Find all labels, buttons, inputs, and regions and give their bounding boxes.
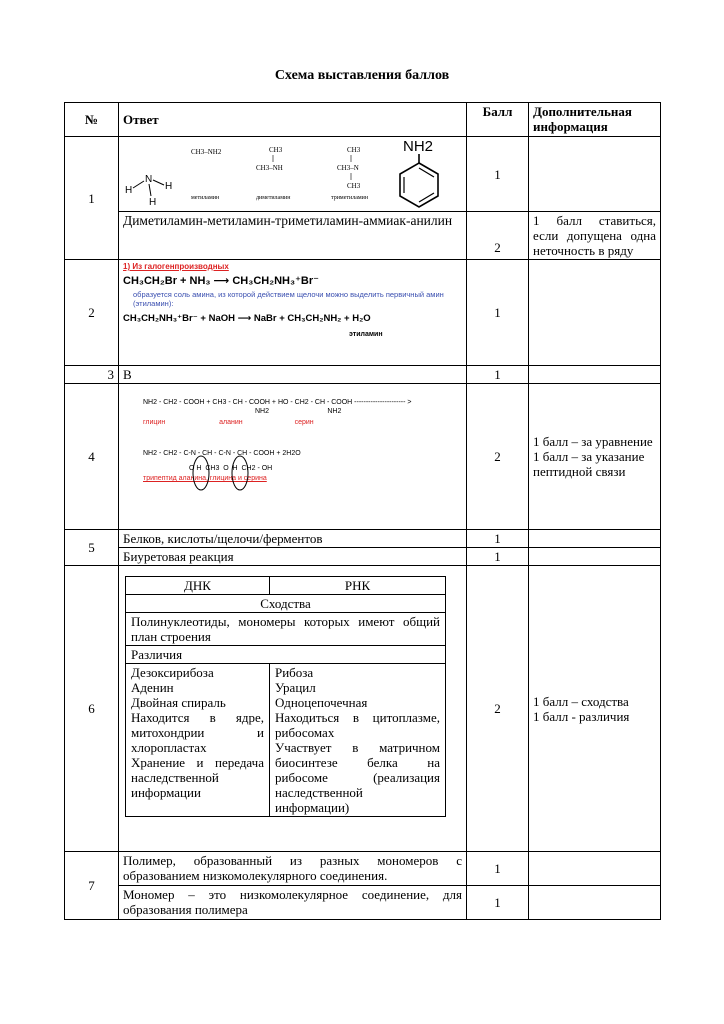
q4-answer [119, 384, 467, 530]
trimethylamine-mid: CH3–N [337, 164, 359, 172]
q7-row-2 [65, 886, 661, 920]
q4-extra-1: 1 балл – за уравнение [533, 434, 653, 449]
difference-label: Различия [126, 646, 446, 664]
q7-number: 7 [65, 852, 119, 920]
table-header-row [65, 103, 661, 137]
dimethylamine-top: CH3 [269, 146, 283, 154]
dna-header: ДНК [126, 577, 270, 595]
rna-item: Рибоза [275, 665, 314, 680]
q2-equation-1: CH₃CH₂Br + NH₃ ⟶ CH₃CH₂NH₃⁺Br⁻ [123, 275, 319, 287]
aniline-nh2: NH2 [403, 138, 434, 155]
header-answer: Ответ [119, 103, 467, 137]
q1-score-1: 1 [467, 137, 529, 212]
trimethylamine-bottom: CH3 [347, 182, 361, 190]
rna-item: Одноцепочечная [275, 695, 368, 710]
q1-answer-order: Диметиламин-метиламин-триметиламин-аммиак-анилин [119, 212, 467, 260]
rna-item: Урацил [275, 680, 316, 695]
dna-item: Хранение и передача наследственной информации [131, 755, 264, 800]
ammonia-h2: H [165, 181, 173, 192]
q4-score: 2 [467, 384, 529, 530]
q1-number: 1 [65, 137, 119, 260]
q4-equation-2-sub: O H CH3 O H CH2 - OH [189, 465, 273, 472]
q4-name-serine: серин [294, 419, 314, 426]
q5-extra-1 [529, 530, 661, 548]
q4-extra-2: 1 балл – за указание пептидной связи [533, 449, 645, 479]
q5-answer-1: Белков, кислоты/щелочи/ферментов [119, 530, 467, 548]
dna-differences [126, 664, 270, 817]
q5-score-1: 1 [467, 530, 529, 548]
q2-answer [119, 260, 467, 366]
header-num: № [65, 103, 119, 137]
q6-extra-2: 1 балл - различия [533, 708, 630, 724]
q1-structures-svg [119, 137, 463, 209]
q2-number: 2 [65, 260, 119, 366]
q4-row [65, 384, 661, 530]
q5-number: 5 [65, 530, 119, 566]
dna-rna-table [125, 576, 446, 817]
rna-header: РНК [270, 577, 446, 595]
header-score: Балл [467, 103, 529, 137]
q7-answer-2: Мономер – это низкомолекулярное соединение, для образования полимера [119, 886, 467, 920]
q2-product: этиламин [349, 331, 383, 338]
rna-item: Участвует в матричном биосинтезе белка на рибосоме (реализация наследственной информации) [275, 740, 440, 815]
q4-number: 4 [65, 384, 119, 530]
q1-row-structures [65, 137, 661, 212]
q4-extra [529, 384, 661, 530]
q6-extra [529, 566, 661, 852]
rna-item: Находиться в цитоплазме, рибосомах [275, 710, 440, 740]
similarity-text: Полинуклеотиды, мономеры которых имеют общий план строения [126, 613, 446, 646]
dna-item: Дезоксирибоза [131, 665, 214, 680]
ammonia-h1: H [125, 185, 133, 196]
q7-score-1: 1 [467, 852, 529, 886]
q7-extra-1 [529, 852, 661, 886]
q2-heading: 1) Из галогенпроизводных [123, 262, 229, 271]
q6-answer [119, 566, 467, 852]
q2-note: образуется соль амина, из которой действием щелочи можно выделить первичный амин (этиламин): [133, 290, 444, 308]
benzene-ring-icon [400, 163, 438, 207]
q4-product: трипептид аланина, глицина и серина [143, 475, 267, 482]
q1-extra-2: 1 балл ставиться, если допущена одна неточность в ряду [529, 212, 661, 260]
q7-answer-1: Полимер, образованный из разных мономеров с образованием низкомолекулярного соединения. [119, 852, 467, 886]
q7-score-2: 1 [467, 886, 529, 920]
q7-extra-2 [529, 886, 661, 920]
q4-equation-2: NH2 - CH2 - C-N - CH - C-N - CH - COOH + 2H2O [143, 450, 301, 457]
q6-row [65, 566, 661, 852]
q1-extra-1 [529, 137, 661, 212]
q7-row-1 [65, 852, 661, 886]
dna-item: Аденин [131, 680, 174, 695]
trimethylamine-top: CH3 [347, 146, 361, 154]
q5-answer-2: Биуретовая реакция [119, 548, 467, 566]
q6-number: 6 [65, 566, 119, 852]
trimethylamine-name: триметиламин [331, 195, 369, 201]
q2-row [65, 260, 661, 366]
ammonia-n: N [145, 174, 153, 185]
q3-extra [529, 366, 661, 384]
q5-row-1 [65, 530, 661, 548]
similarity-label: Сходства [126, 595, 446, 613]
q1-structures [119, 137, 467, 212]
dimethylamine-bottom: CH3–NH [256, 164, 283, 172]
q1-row-order [65, 212, 661, 260]
header-extra: Дополнительная информация [529, 103, 661, 137]
q4-equation-1: NH2 - CH2 - COOH + CH3 - CH - COOH + HO - CH2 - CH - COOH ---------------------- > [143, 399, 412, 406]
q4-name-alanine: аланин [219, 419, 243, 426]
methylamine-name: метиламин [191, 195, 220, 201]
q4-names [143, 418, 462, 427]
q4-name-glycine: глицин [143, 419, 166, 426]
q2-score: 1 [467, 260, 529, 366]
q4-equation-1-sub: NH2 NH2 [255, 408, 342, 415]
q5-row-2 [65, 548, 661, 566]
dna-item: Двойная спираль [131, 695, 226, 710]
q1-score-2: 2 [467, 212, 529, 260]
q3-score: 1 [467, 366, 529, 384]
q5-score-2: 1 [467, 548, 529, 566]
dimethylamine-name: диметиламин [256, 195, 291, 201]
page-title: Схема выставления баллов [274, 68, 450, 83]
q6-extra-1: 1 балл – сходства [533, 693, 629, 709]
q3-row [65, 366, 661, 384]
q2-extra [529, 260, 661, 366]
q3-number: 3 [65, 366, 119, 384]
q2-equation-2: CH₃CH₂NH₃⁺Br⁻ + NaOH ⟶ NaBr + CH₃CH₂NH₂ + H₂O [123, 313, 371, 324]
q6-score: 2 [467, 566, 529, 852]
grading-table [64, 102, 661, 920]
ammonia-h3: H [149, 197, 157, 208]
dna-item: Находится в ядре, митохондрии и хлоропластах [131, 710, 264, 755]
q3-answer: В [119, 366, 467, 384]
q5-extra-2 [529, 548, 661, 566]
methylamine-formula: CH3–NH2 [191, 148, 222, 156]
rna-differences [270, 664, 446, 817]
